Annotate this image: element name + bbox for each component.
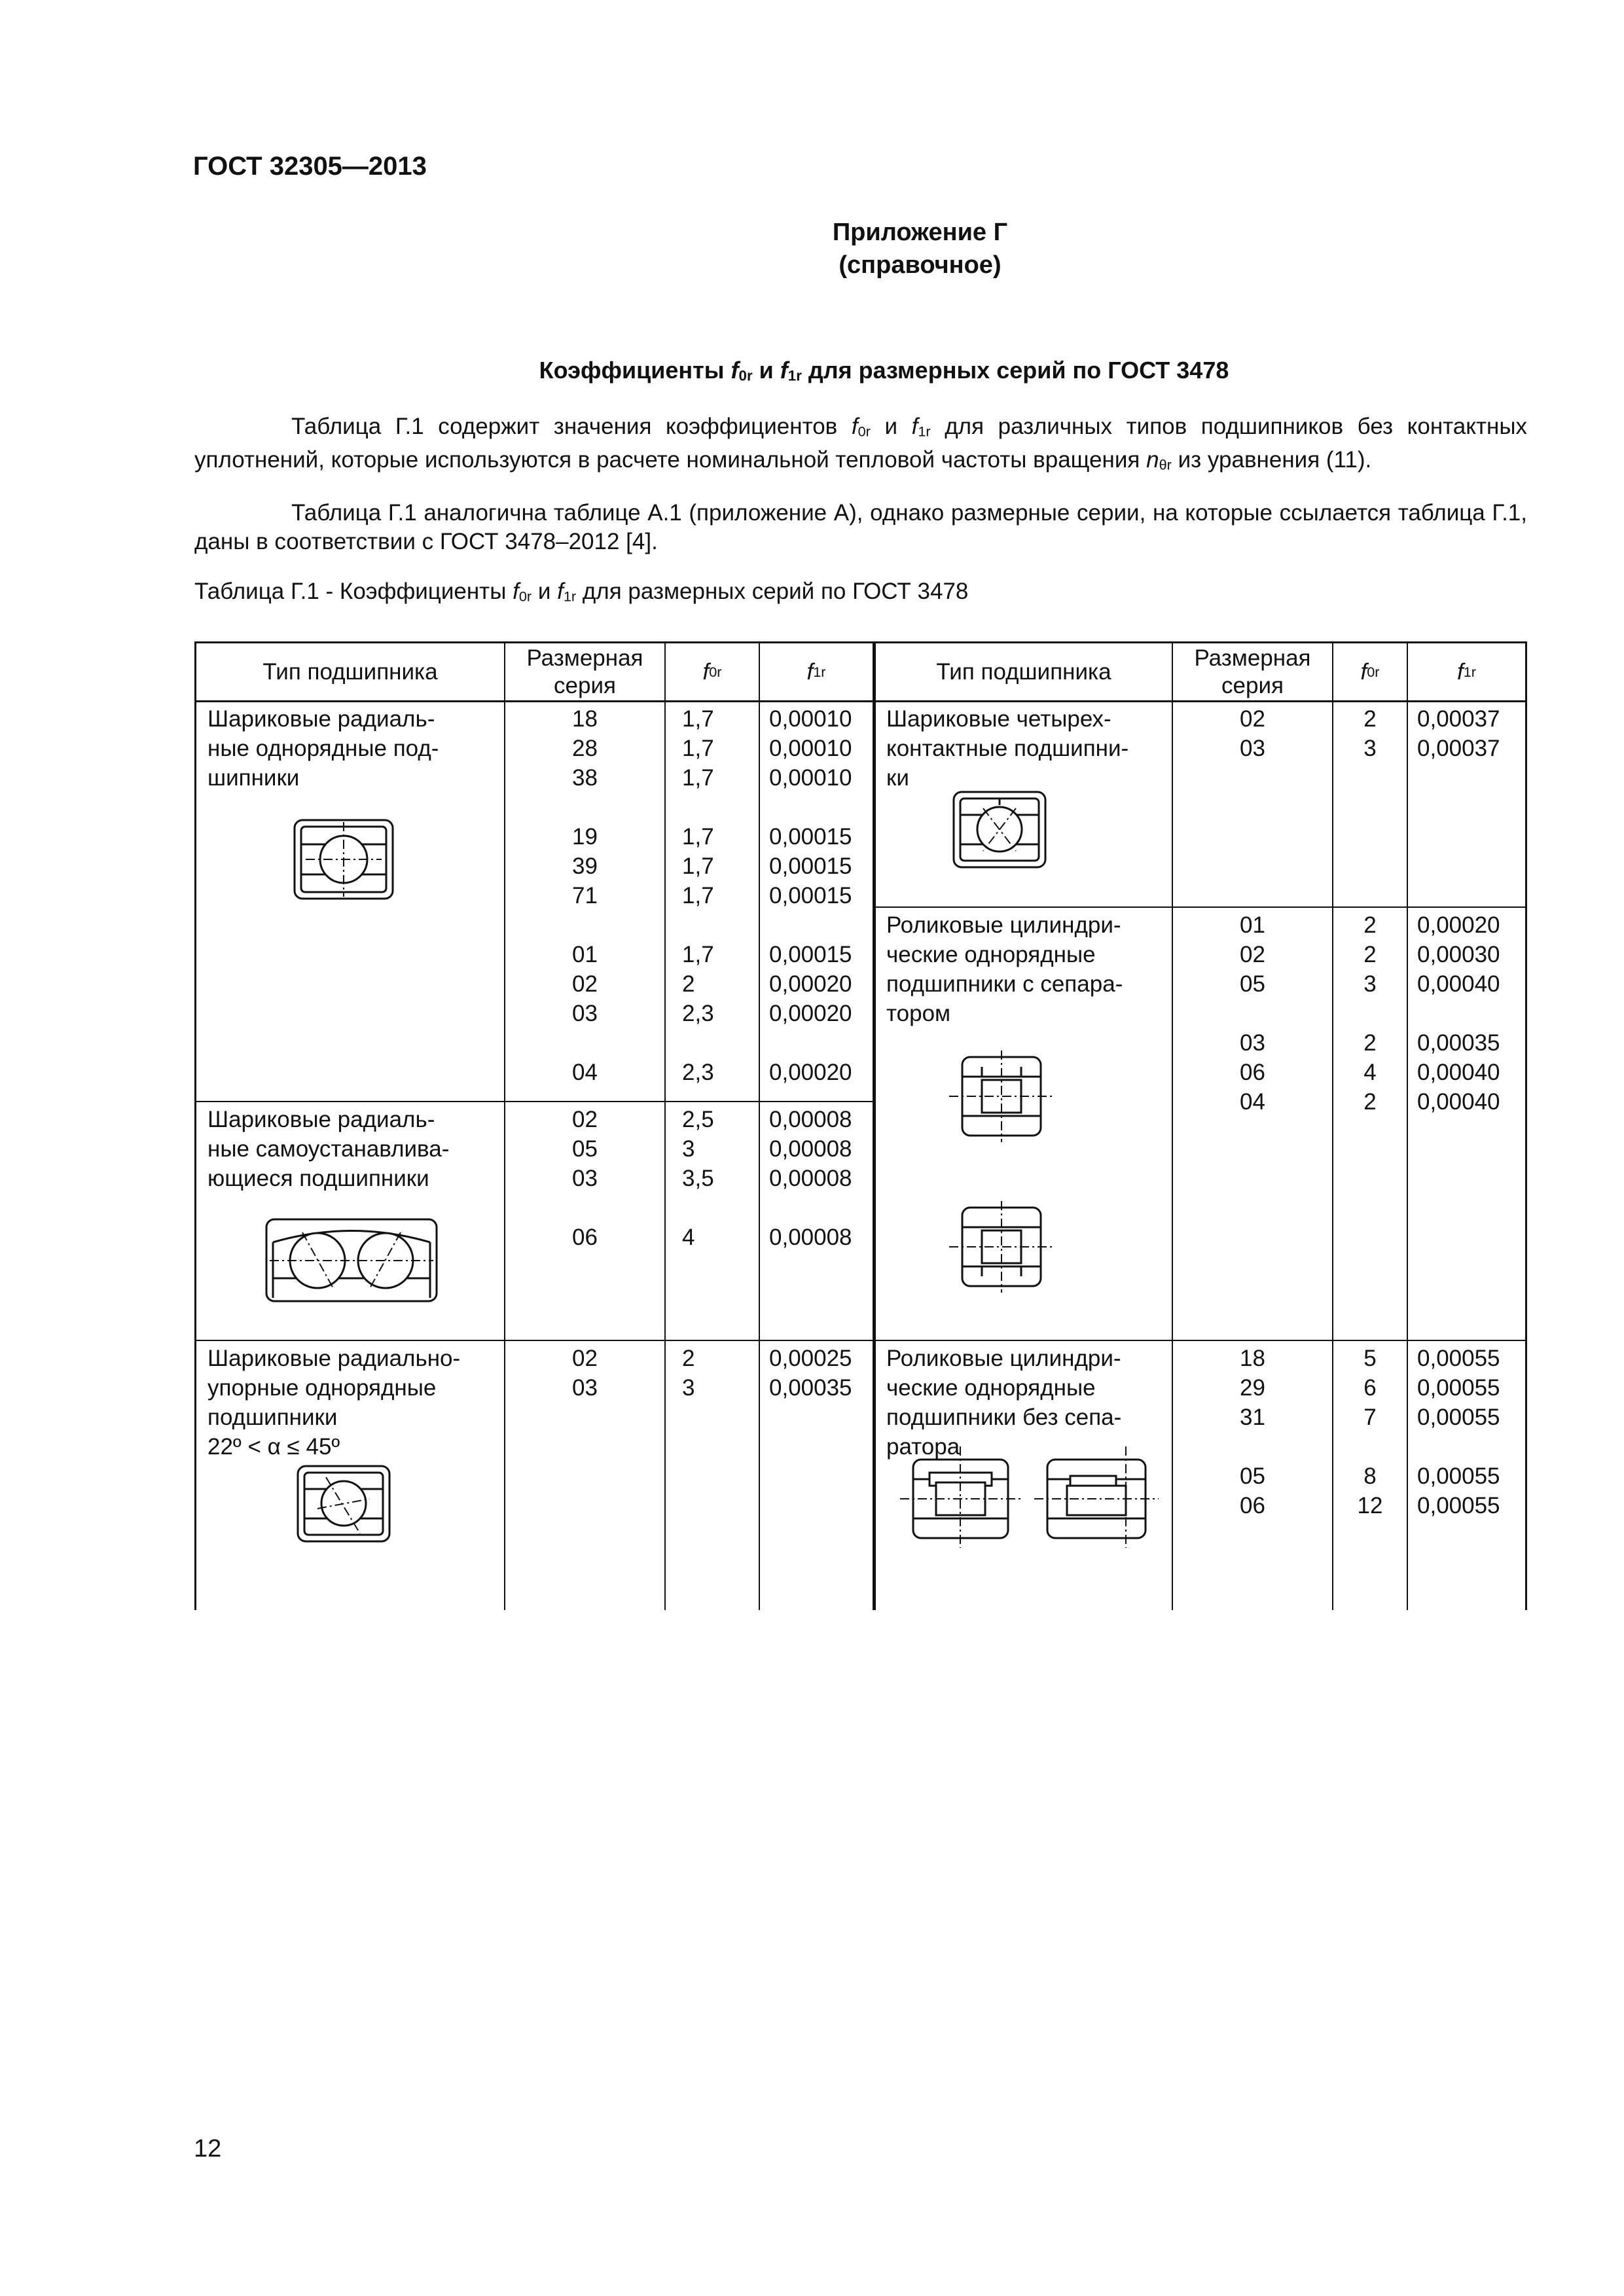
f0-cell: 2 xyxy=(1363,1089,1377,1115)
f1-cell: 0,00020 xyxy=(769,971,852,997)
f1-cell: 0,00015 xyxy=(769,824,852,850)
series-cell: 03 xyxy=(572,1001,598,1026)
f0-cell: 2 xyxy=(1363,1030,1377,1056)
header-type-left: Тип подшипника xyxy=(262,658,438,685)
bearing-type-label: ные самоустанавлива- xyxy=(208,1136,450,1162)
angular-contact-ball-bearing-drawing xyxy=(295,1463,393,1545)
bearing-type-label: тором xyxy=(886,1001,951,1026)
f1-cell: 0,00010 xyxy=(769,765,852,791)
f1-cell: 0,00040 xyxy=(1417,1060,1500,1085)
f1-cell: 0,00030 xyxy=(1417,942,1500,967)
series-cell: 02 xyxy=(572,971,598,997)
series-cell: 02 xyxy=(1240,706,1265,732)
bearing-type-label: Шариковые радиально- xyxy=(208,1346,461,1371)
f1-cell: 0,00015 xyxy=(769,942,852,967)
f0-cell: 2 xyxy=(682,971,695,997)
f1-cell: 0,00015 xyxy=(769,883,852,908)
f1-cell: 0,00040 xyxy=(1417,1089,1500,1115)
deep-groove-ball-bearing-drawing xyxy=(291,817,396,902)
bearing-type-label: Роликовые цилиндри- xyxy=(886,912,1121,938)
f0-cell: 2,3 xyxy=(682,1001,714,1026)
section-title: Коэффициенты $f_{0r}$ и $f_{1r}$ для размерных серий по ГОСТ 3478 xyxy=(539,357,1229,384)
four-point-contact-ball-bearing-drawing xyxy=(950,789,1049,870)
series-cell: 29 xyxy=(1240,1375,1265,1401)
bearing-type-label: Шариковые радиаль- xyxy=(208,1107,435,1132)
series-cell: 38 xyxy=(572,765,598,791)
series-cell: 01 xyxy=(572,942,598,967)
f0-cell: 6 xyxy=(1363,1375,1377,1401)
coefficients-table xyxy=(194,641,1527,1610)
f0-cell: 2 xyxy=(1363,912,1377,938)
series-cell: 02 xyxy=(572,1107,598,1132)
f1-cell: 0,00008 xyxy=(769,1166,852,1191)
bearing-type-label: упорные однорядные xyxy=(208,1375,437,1401)
series-cell: 03 xyxy=(572,1375,598,1401)
appendix-heading xyxy=(0,216,1624,281)
f1-cell: 0,00055 xyxy=(1417,1463,1500,1489)
header-f0-left: f 0r xyxy=(702,658,722,685)
f1-cell: 0,00010 xyxy=(769,736,852,761)
f1-cell: 0,00055 xyxy=(1417,1346,1500,1371)
f0-cell: 1,7 xyxy=(682,736,714,761)
bearing-type-label: подшипники xyxy=(208,1405,338,1430)
f0-cell: 12 xyxy=(1357,1493,1383,1518)
paragraph-2: Таблица Г.1 аналогична таблице А.1 (приложение А), однако размерные серии, на которые ссылается таблица Г.1, даны в соответствии с ГОСТ 3478–2012 [4]. xyxy=(194,500,1527,554)
series-cell: 05 xyxy=(1240,1463,1265,1489)
f1-cell: 0,00020 xyxy=(769,1060,852,1085)
series-cell: 03 xyxy=(572,1166,598,1191)
bearing-type-label: подшипники с сепара- xyxy=(886,971,1123,997)
series-cell: 06 xyxy=(572,1225,598,1250)
header-series-left: Размерная серия xyxy=(526,645,643,698)
bearing-type-label: ки xyxy=(886,765,909,791)
series-cell: 02 xyxy=(1240,942,1265,967)
series-cell: 04 xyxy=(572,1060,598,1085)
f1-cell: 0,00008 xyxy=(769,1107,852,1132)
series-cell: 03 xyxy=(1240,736,1265,761)
bearing-type-label: 22º < α ≤ 45º xyxy=(208,1434,340,1460)
bearing-type-label: подшипники без сепа- xyxy=(886,1405,1122,1430)
page-number: 12 xyxy=(194,2135,222,2162)
f0-cell: 1,7 xyxy=(682,883,714,908)
series-cell: 01 xyxy=(1240,912,1265,938)
f0-cell: 3 xyxy=(1363,736,1377,761)
paragraph-1: Таблица Г.1 содержит значения коэффициентов $f_{0r}$ и $f_{1r}$ для различных типов подшипников без контактных уплотнений, которые используются в расчете номинальной тепловой частоты вращения $n_{\theta r}$ из уравнения (11). xyxy=(194,414,1527,473)
f0-cell: 2 xyxy=(1363,706,1377,732)
f0-cell: 2 xyxy=(682,1346,695,1371)
table-caption: Таблица Г.1 - Коэффициенты $f_{0r}$ и $f_{1r}$ для размерных серий по ГОСТ 3478 xyxy=(194,579,969,605)
series-cell: 39 xyxy=(572,853,598,879)
bearing-type-label: Шариковые четырех- xyxy=(886,706,1111,732)
f1-cell: 0,00008 xyxy=(769,1136,852,1162)
f1-cell: 0,00025 xyxy=(769,1346,852,1371)
bearing-type-label: ратора xyxy=(886,1434,960,1460)
series-cell: 18 xyxy=(1240,1346,1265,1371)
document-code: ГОСТ 32305—2013 xyxy=(193,152,427,181)
f1-cell: 0,00020 xyxy=(1417,912,1500,938)
f1-cell: 0,00037 xyxy=(1417,706,1500,732)
f0-cell: 2,5 xyxy=(682,1107,714,1132)
f1-cell: 0,00055 xyxy=(1417,1493,1500,1518)
series-cell: 05 xyxy=(572,1136,598,1162)
f0-cell: 4 xyxy=(1363,1060,1377,1085)
header-f0-right: f 0r xyxy=(1360,658,1380,685)
cylindrical-roller-bearing-with-cage-drawing-2 xyxy=(946,1201,1057,1293)
f0-cell: 3,5 xyxy=(682,1166,714,1191)
series-cell: 06 xyxy=(1240,1060,1265,1085)
appendix-subtitle: (справочное) xyxy=(839,251,1001,279)
full-complement-roller-bearing-drawings xyxy=(900,1446,1175,1548)
f0-cell: 3 xyxy=(682,1136,695,1162)
bearing-type-label: контактные подшипни- xyxy=(886,736,1129,761)
bearing-type-label: Роликовые цилиндри- xyxy=(886,1346,1121,1371)
bearing-type-label: ющиеся подшипники xyxy=(208,1166,429,1191)
f0-cell: 1,7 xyxy=(682,706,714,732)
f0-cell: 1,7 xyxy=(682,853,714,879)
bearing-type-label: ческие однорядные xyxy=(886,942,1096,967)
f0-cell: 8 xyxy=(1363,1463,1377,1489)
f1-cell: 0,00055 xyxy=(1417,1375,1500,1401)
bearing-type-label: ческие однорядные xyxy=(886,1375,1096,1401)
f0-cell: 1,7 xyxy=(682,824,714,850)
f1-cell: 0,00008 xyxy=(769,1225,852,1250)
header-series-right: Размерная серия xyxy=(1194,645,1311,698)
series-cell: 31 xyxy=(1240,1405,1265,1430)
f1-cell: 0,00035 xyxy=(769,1375,852,1401)
series-cell: 71 xyxy=(572,883,598,908)
f1-cell: 0,00035 xyxy=(1417,1030,1500,1056)
f1-cell: 0,00037 xyxy=(1417,736,1500,761)
f0-cell: 2,3 xyxy=(682,1060,714,1085)
f0-cell: 7 xyxy=(1363,1405,1377,1430)
series-cell: 06 xyxy=(1240,1493,1265,1518)
series-cell: 02 xyxy=(572,1346,598,1371)
cylindrical-roller-bearing-with-cage-drawing-1 xyxy=(946,1050,1057,1142)
bearing-type-label: Шариковые радиаль- xyxy=(208,706,435,732)
f0-cell: 1,7 xyxy=(682,942,714,967)
f0-cell: 1,7 xyxy=(682,765,714,791)
self-aligning-ball-bearing-drawing xyxy=(263,1216,440,1304)
bearing-type-label: шипники xyxy=(208,765,300,791)
header-f1-left: f 1r xyxy=(806,658,826,685)
f1-cell: 0,00055 xyxy=(1417,1405,1500,1430)
f1-cell: 0,00040 xyxy=(1417,971,1500,997)
f0-cell: 2 xyxy=(1363,942,1377,967)
series-cell: 03 xyxy=(1240,1030,1265,1056)
f0-cell: 5 xyxy=(1363,1346,1377,1371)
series-cell: 19 xyxy=(572,824,598,850)
f1-cell: 0,00010 xyxy=(769,706,852,732)
series-cell: 04 xyxy=(1240,1089,1265,1115)
bearing-type-label: ные однорядные под- xyxy=(208,736,439,761)
series-cell: 18 xyxy=(572,706,598,732)
f1-cell: 0,00020 xyxy=(769,1001,852,1026)
header-f1-right: f 1r xyxy=(1456,658,1477,685)
f0-cell: 3 xyxy=(1363,971,1377,997)
header-type-right: Тип подшипника xyxy=(936,658,1111,685)
appendix-title: Приложение Г xyxy=(832,219,1008,246)
series-cell: 05 xyxy=(1240,971,1265,997)
f0-cell: 4 xyxy=(682,1225,695,1250)
series-cell: 28 xyxy=(572,736,598,761)
f0-cell: 3 xyxy=(682,1375,695,1401)
f1-cell: 0,00015 xyxy=(769,853,852,879)
